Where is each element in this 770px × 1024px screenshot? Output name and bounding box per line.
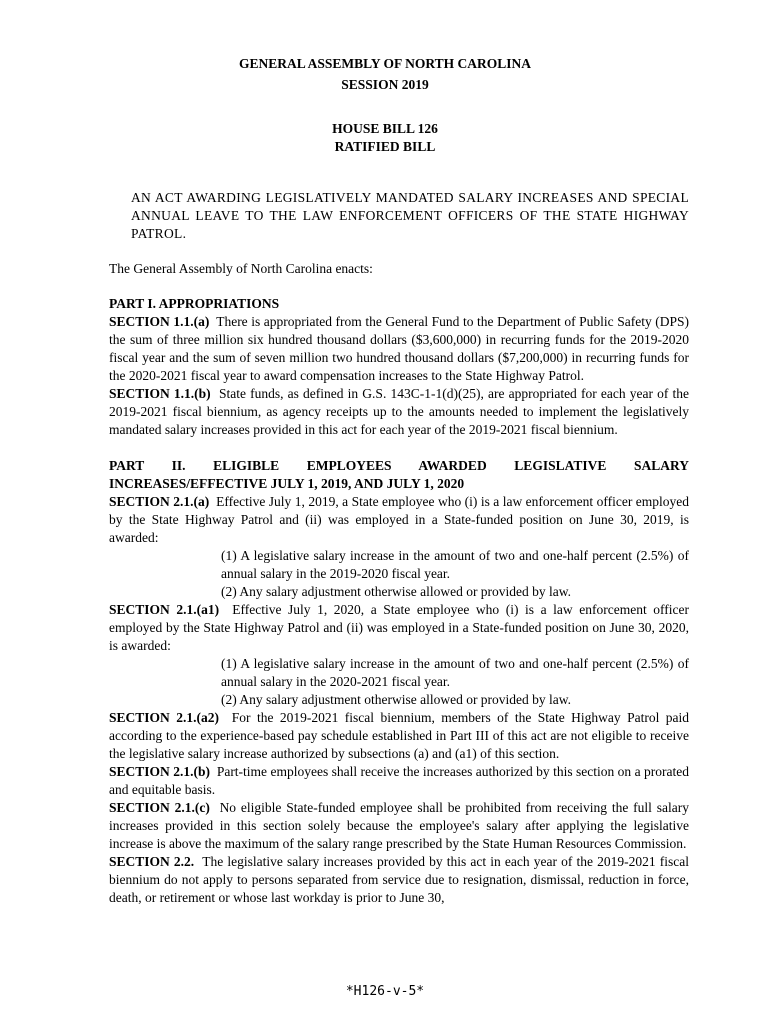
section-label: SECTION 2.2. — [109, 854, 195, 869]
part-2-heading: PART II. ELIGIBLE EMPLOYEES AWARDED LEGISLATIVE SALARY INCREASES/EFFECTIVE JULY 1, 2019, AND JULY 1, 2020 — [109, 458, 689, 491]
section-text: For the 2019-2021 fiscal biennium, members of the State Highway Patrol paid according to the experience-based pay schedule established in Part III of this act are not eligible to receive the legislative salary increase authorized by subsections (a) and (a1) of this section. — [109, 710, 690, 761]
section-2-1-a2 — [109, 709, 689, 763]
section-label: SECTION 2.1.(a) — [109, 494, 210, 509]
section-label: SECTION 2.1.(a2) — [109, 710, 219, 725]
section-label: SECTION 2.1.(a1) — [109, 602, 220, 617]
section-label: SECTION 2.1.(b) — [109, 764, 210, 779]
header-bill-status: RATIFIED BILL — [334, 139, 436, 154]
section-text: Part-time employees shall receive the increases authorized by this section on a prorated and equitable basis. — [109, 764, 690, 797]
section-label: SECTION 1.1.(a) — [109, 314, 210, 329]
section-2-1-a — [109, 493, 689, 547]
list-item: (1) A legislative salary increase in the amount of two and one-half percent (2.5%) of annual salary in the 2019-2020 fiscal year. — [221, 548, 689, 581]
list-item: (2) Any salary adjustment otherwise allowed or provided by law. — [221, 584, 572, 599]
section-2-2 — [109, 853, 689, 907]
enacting-clause: The General Assembly of North Carolina enacts: — [109, 261, 373, 276]
section-2-1-a1 — [109, 601, 689, 655]
header-assembly: GENERAL ASSEMBLY OF NORTH CAROLINA — [238, 56, 532, 71]
document-footer-code: *H126-v-5* — [345, 984, 425, 999]
section-1-1-a — [109, 313, 689, 385]
list-item: (2) Any salary adjustment otherwise allowed or provided by law. — [221, 692, 572, 707]
bill-body — [109, 189, 689, 907]
header-session: SESSION 2019 — [341, 77, 429, 92]
section-label: SECTION 2.1.(c) — [109, 800, 210, 815]
section-text: There is appropriated from the General Fund to the Department of Public Safety (DPS) the sum of three million six hundred thousand dollars ($3,600,000) in recurring funds for the 2019-2020 fiscal year and the sum of seven million two hundred thousand dollars ($7,200,000) in recurring funds for the 2020-2021 fiscal year to award compensation increases to the State Highway Patrol. — [109, 314, 690, 383]
section-label: SECTION 1.1.(b) — [109, 386, 211, 401]
section-2-1-c — [109, 799, 689, 853]
section-text: State funds, as defined in G.S. 143C-1-1(d)(25), are appropriated for each year of the 2019-2021 fiscal biennium, as agency receipts up to the amounts needed to implement the legislatively mandated salary increases provided in this act for each year of the 2019-2021 fiscal biennium. — [109, 386, 689, 437]
section-text: No eligible State-funded employee shall be prohibited from receiving the full salary increases provided in this section solely because the employee's salary after applying the legislative increase is above the maximum of the salary range prescribed by the State Human Resources Commission. — [109, 800, 690, 851]
act-title: AN ACT AWARDING LEGISLATIVELY MANDATED SALARY INCREASES AND SPECIAL ANNUAL LEAVE TO THE LAW ENFORCEMENT OFFICERS OF THE STATE HIGHWAY PATROL. — [131, 190, 689, 241]
section-2-1-b — [109, 763, 689, 799]
section-1-1-b — [109, 385, 689, 439]
section-text: Effective July 1, 2019, a State employee who (i) is a law enforcement officer employed by the State Highway Patrol and (ii) was employed in a State-funded position on June 30, 2019, is awarded: — [109, 494, 690, 545]
part-1-heading: PART I. APPROPRIATIONS — [109, 296, 280, 311]
header-bill-number: HOUSE BILL 126 — [332, 121, 438, 136]
list-item: (1) A legislative salary increase in the amount of two and one-half percent (2.5%) of annual salary in the 2020-2021 fiscal year. — [221, 656, 689, 689]
section-text: The legislative salary increases provided by this act in each year of the 2019-2021 fiscal biennium do not apply to persons separated from service due to resignation, dismissal, reduction in force, death, or retirement or whose last workday is prior to June 30, — [109, 854, 689, 905]
section-text: Effective July 1, 2020, a State employee who (i) is a law enforcement officer employed by the State Highway Patrol and (ii) was employed in a State-funded position on June 30, 2020, is awarded: — [109, 602, 690, 653]
